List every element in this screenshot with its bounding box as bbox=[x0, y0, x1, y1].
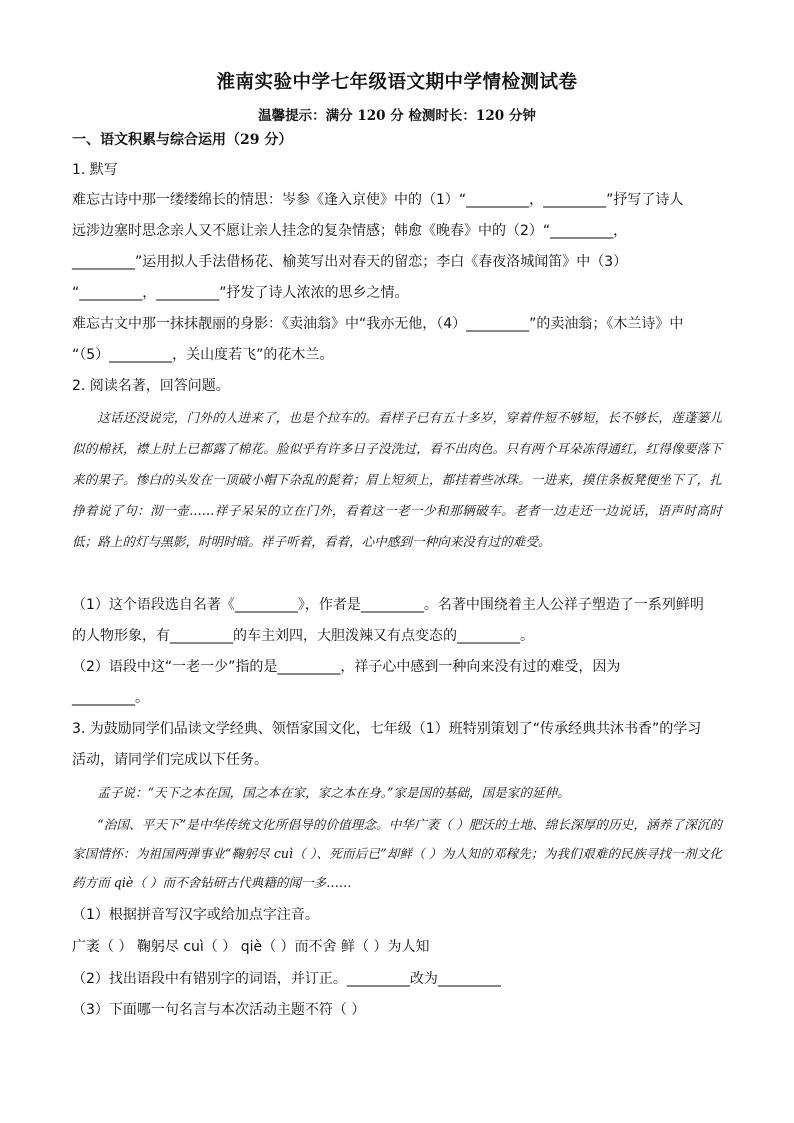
q1-line: “（5）_________，关山度若飞”的花木兰。 bbox=[72, 347, 334, 363]
q2-passage: 这话还没说完，门外的人进来了，也是个拉车的。看样子已有五十多岁，穿着件短不够短，长不够长，莲蓬篓儿似的棉袄，襟上肘上已都露了棉花。脸似乎有许多日子没洗过，看不出肉色。只有两个耳朵冻得通红，红得像要落下来的果子。惨白的头发在一顶破小帽下杂乱的髭着；眉上短须上，都挂着些冰珠。一进来，摸住条板凳便坐下了，扎挣着说了句：沏一壶……祥子呆呆的立在门外，看着这一老一少和那辆破车。老者一边走还一边说话，语声时高时低；路上的灯与黑影，时明时暗。祥子听着，看着，心中感到一种向来没有过的难受。 bbox=[72, 410, 722, 549]
q2-sub1: 的人物形象，有_________的车主刘四，大胆泼辣又有点变态的_________。 bbox=[72, 628, 534, 644]
q3-intro: 3. 为鼓励同学们品读文学经典、领悟家国文化，七年级（1）班特别策划了“传承经典共沐书香”的学习 bbox=[72, 721, 702, 737]
q3-pinyin-row: 广袤（ ） 鞠躬尽 cuì（ ） qiè（ ）而不舍 鲜（ ）为人知 bbox=[72, 939, 430, 955]
q3-passage: “治国、平天下”是中华传统文化所倡导的价值理念。中华广袤（ ）肥沃的土地、绵长深厚的历史，涵养了深沉的家国情怀：为祖国两弹事业“鞠躬尽 cuì（ ）、死而后已”却鲜（ ）为人知的邓稼先；为我们艰难的民族寻找一剂文化药方而 qiè（ ）而不舍钻研古代典籍的闻一多…… bbox=[72, 817, 722, 890]
q3-sub3: （3）下面哪一句名言与本次活动主题不符（ ） bbox=[72, 1002, 366, 1018]
exam-title: 淮南实验中学七年级语文期中学情检测试卷 bbox=[216, 72, 578, 93]
q2-sub2: （2）语段中这“一老一少”指的是_________，祥子心中感到一种向来没有过的难受，因为 bbox=[72, 659, 621, 675]
section-heading: 一、语文积累与综合运用（29 分） bbox=[72, 132, 293, 148]
q3-sub1: （1）根据拼音写汉字或给加点字注音。 bbox=[72, 907, 319, 923]
q2-heading: 2. 阅读名著，回答问题。 bbox=[72, 378, 230, 394]
q1-line: _________”运用拟人手法借杨花、榆荚写出对春天的留恋；李白《春夜洛城闻笛》中（3） bbox=[72, 254, 628, 270]
q2-sub2: _________。 bbox=[72, 690, 149, 706]
q2-sub1: （1）这个语段选自名著《_________》，作者是_________。名著中围绕着主人公祥子塑造了一系列鲜明 bbox=[72, 597, 704, 613]
q1-heading: 1. 默写 bbox=[72, 162, 118, 178]
q1-line: 难忘古诗中那一缕缕绵长的情思：岑参《逢入京使》中的（1）“_________，_________”抒写了诗人 bbox=[72, 192, 684, 208]
q3-quote: 孟子说：“天下之本在国，国之本在家，家之本在身。”家是国的基础，国是家的延伸。 bbox=[97, 785, 570, 800]
q3-intro: 活动，请同学们完成以下任务。 bbox=[72, 752, 268, 768]
q3-sub2: （2）找出语段中有错别字的词语，并订正。_________改为_________ bbox=[72, 971, 501, 987]
q1-line: “_________，_________”抒发了诗人浓浓的思乡之情。 bbox=[72, 285, 409, 301]
exam-notice: 温馨提示：满分 120 分 检测时长：120 分钟 bbox=[258, 108, 536, 124]
q1-line: 远涉边塞时思念亲人又不愿让亲人挂念的复杂情感；韩愈《晚春》中的（2）“_________， bbox=[72, 223, 628, 239]
q1-line: 难忘古文中那一抹抹靓丽的身影：《卖油翁》中“我亦无他，（4）_________”的卖油翁；《木兰诗》中 bbox=[72, 316, 684, 332]
